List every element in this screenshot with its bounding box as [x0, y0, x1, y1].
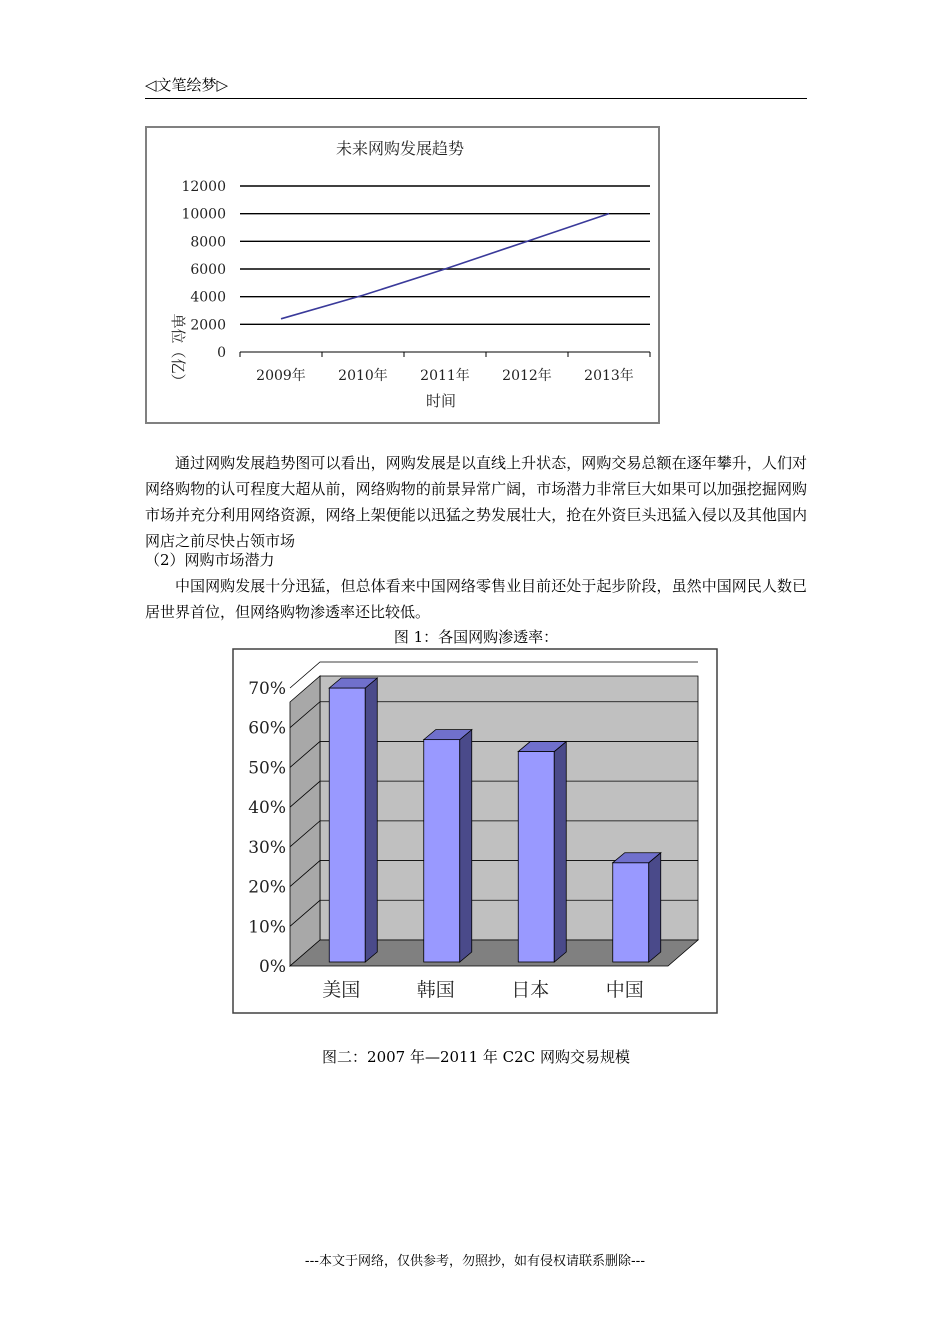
section-heading: （2）网购市场潜力 — [145, 551, 275, 569]
bar-side — [554, 742, 566, 962]
trend-analysis-paragraph: 通过网购发展趋势图可以看出，网购发展是以直线上升状态，网购交易总额在逐年攀升，人们对网络购物的认可程度大超从前，网络购物的前景异常广阔，市场潜力非常巨大如果可以加强挖掘网购市场并充分利用网络资源，网络上架便能以迅猛之势发展壮大，抢在外资巨头迅猛入侵以及其他国内网店之前尽快占领市场 — [145, 454, 807, 550]
bar-front — [424, 740, 460, 962]
x-tick-label: 2009年 — [256, 368, 306, 384]
x-axis-label: 时间 — [425, 392, 457, 410]
figure-1-caption: 图 1：各国网购渗透率： — [393, 628, 559, 646]
bar-front — [329, 688, 365, 962]
header-text: ◁文笔绘梦▷ — [145, 76, 229, 94]
y-tick-label: 40% — [248, 798, 286, 819]
x-tick-label: 2011年 — [420, 368, 470, 384]
x-tick-label: 日本 — [511, 979, 550, 1001]
y-tick-label: 12000 — [181, 179, 226, 195]
x-tick-label: 韩国 — [416, 979, 455, 1001]
footer-disclaimer: ---本文于网络，仅供参考，勿照抄，如有侵权请联系删除--- — [304, 1254, 646, 1269]
x-tick-label: 美国 — [322, 979, 361, 1001]
x-tick-label: 2013年 — [584, 368, 634, 384]
y-tick-label: 8000 — [190, 234, 226, 251]
potential-paragraph: 中国网购发展十分迅猛，但总体看来中国网络零售业目前还处于起步阶段，虽然中国网民人数已居世界首位，但网络购物渗透率还比较低。 — [145, 577, 807, 621]
bar-side — [460, 730, 472, 962]
trend-line-chart — [145, 126, 660, 424]
x-tick-label: 2012年 — [502, 368, 552, 384]
y-tick-label: 0% — [259, 957, 286, 977]
y-tick-label: 20% — [248, 877, 286, 898]
bar-side — [649, 853, 661, 962]
y-tick-label: 50% — [248, 758, 286, 779]
x-tick-label: 2010年 — [338, 368, 388, 384]
penetration-bar-chart — [232, 648, 718, 1014]
bar-front — [518, 752, 554, 962]
y-tick-label: 10000 — [181, 206, 226, 223]
y-tick-label: 30% — [248, 837, 286, 858]
x-tick-label: 中国 — [605, 979, 644, 1001]
figure-2-caption: 图二：2007 年—2011 年 C2C 网购交易规模 — [322, 1048, 630, 1066]
bar-front — [613, 863, 649, 962]
y-tick-label: 4000 — [190, 289, 226, 306]
y-tick-label: 6000 — [190, 262, 226, 278]
bar — [424, 730, 472, 962]
y-tick-label: 70% — [248, 679, 286, 699]
y-tick-label: 2000 — [190, 317, 226, 334]
chart-title: 未来网购发展趋势 — [335, 139, 465, 158]
bar — [518, 742, 566, 962]
y-axis-label: 单位（亿） — [169, 313, 187, 389]
bar-side — [365, 678, 377, 962]
y-tick-label: 10% — [248, 917, 286, 938]
bar — [613, 853, 661, 962]
y-tick-label: 0 — [217, 345, 226, 361]
y-tick-label: 60% — [248, 718, 286, 739]
page-header — [145, 72, 807, 99]
bar — [329, 678, 377, 962]
